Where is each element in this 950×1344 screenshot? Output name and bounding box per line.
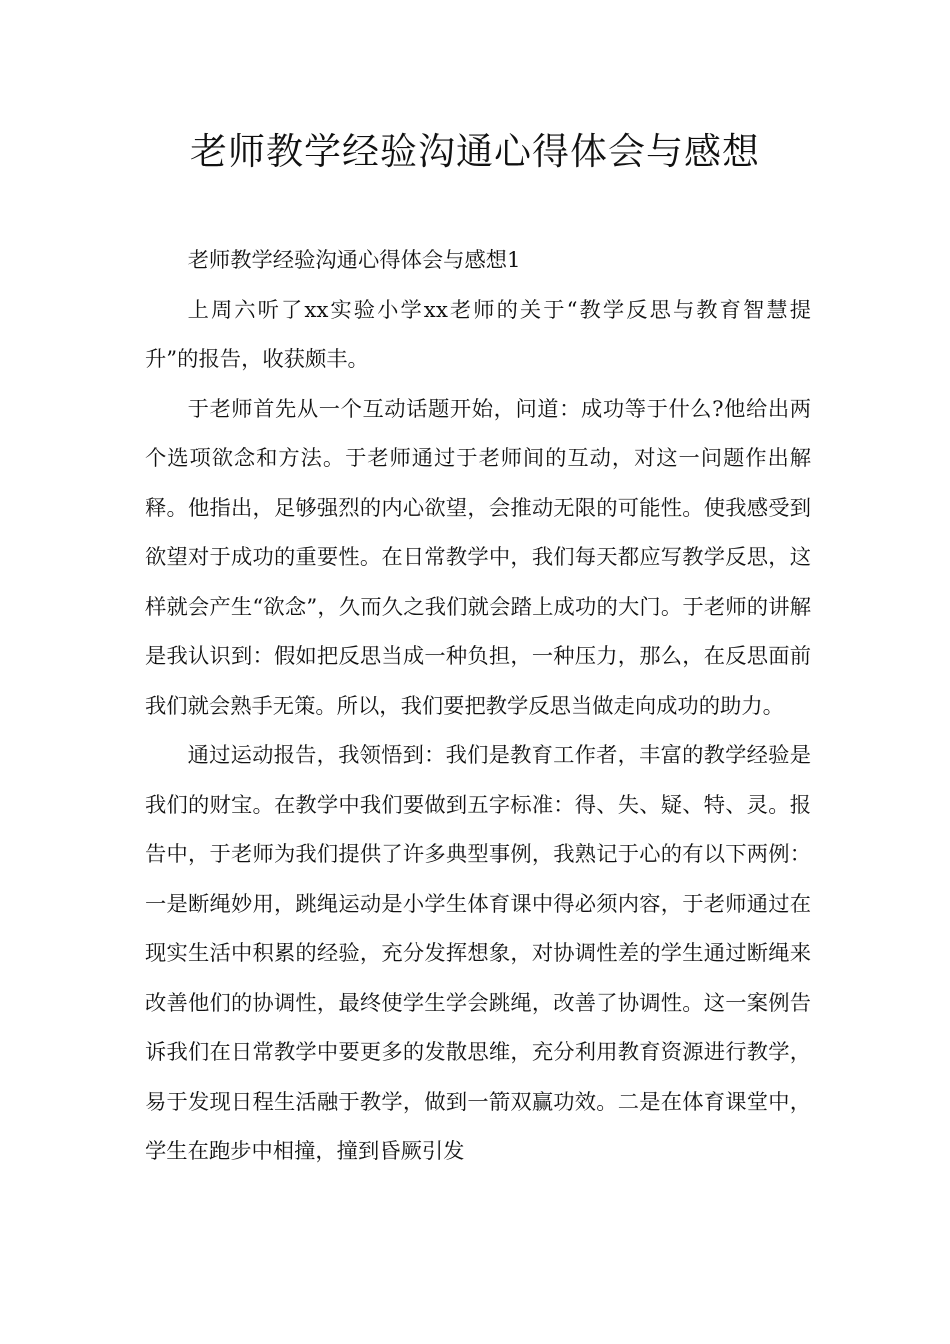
section-heading: 老师教学经验沟通心得体会与感想1 [187, 248, 521, 273]
document-title: 老师教学经验沟通心得体会与感想 [190, 130, 760, 173]
paragraph: 通过运动报告，我领悟到：我们是教育工作者，丰富的教学经验是我们的财宝。在教学中我们要做到五字标准：得、失、疑、特、灵。报告中，于老师为我们提供了许多典型事例，我熟记于心的有以下两例：一是断绳妙用，跳绳运动是小学生体育课中得必须内容，于老师通过在现实生活中积累的经验，充分发挥想象，对协调性差的学生通过断绳来改善他们的协调性，最终使学生学会跳绳，改善了协调性。这一案例告诉我们在日常教学中要更多的发散思维，充分利用教育资源进行教学，易于发现日程生活融于教学，做到一箭双赢功效。二是在体育课堂中，学生在跑步中相撞，撞到昏厥引发 [145, 743, 811, 1164]
document-body [145, 236, 811, 1177]
paragraph: 上周六听了xx实验小学xx老师的关于“教学反思与教育智慧提升”的报告，收获颇丰。 [145, 297, 811, 372]
paragraph: 于老师首先从一个互动话题开始，问道：成功等于什么?他给出两个选项欲念和方法。于老师通过于老师间的互动，对这一问题作出解释。他指出，足够强烈的内心欲望，会推动无限的可能性。使我感受到欲望对于成功的重要性。在日常教学中，我们每天都应写教学反思，这样就会产生“欲念”，久而久之我们就会踏上成功的大门。于老师的讲解是我认识到：假如把反思当成一种负担，一种压力，那么，在反思面前我们就会熟手无策。所以，我们要把教学反思当做走向成功的助力。 [145, 396, 811, 719]
